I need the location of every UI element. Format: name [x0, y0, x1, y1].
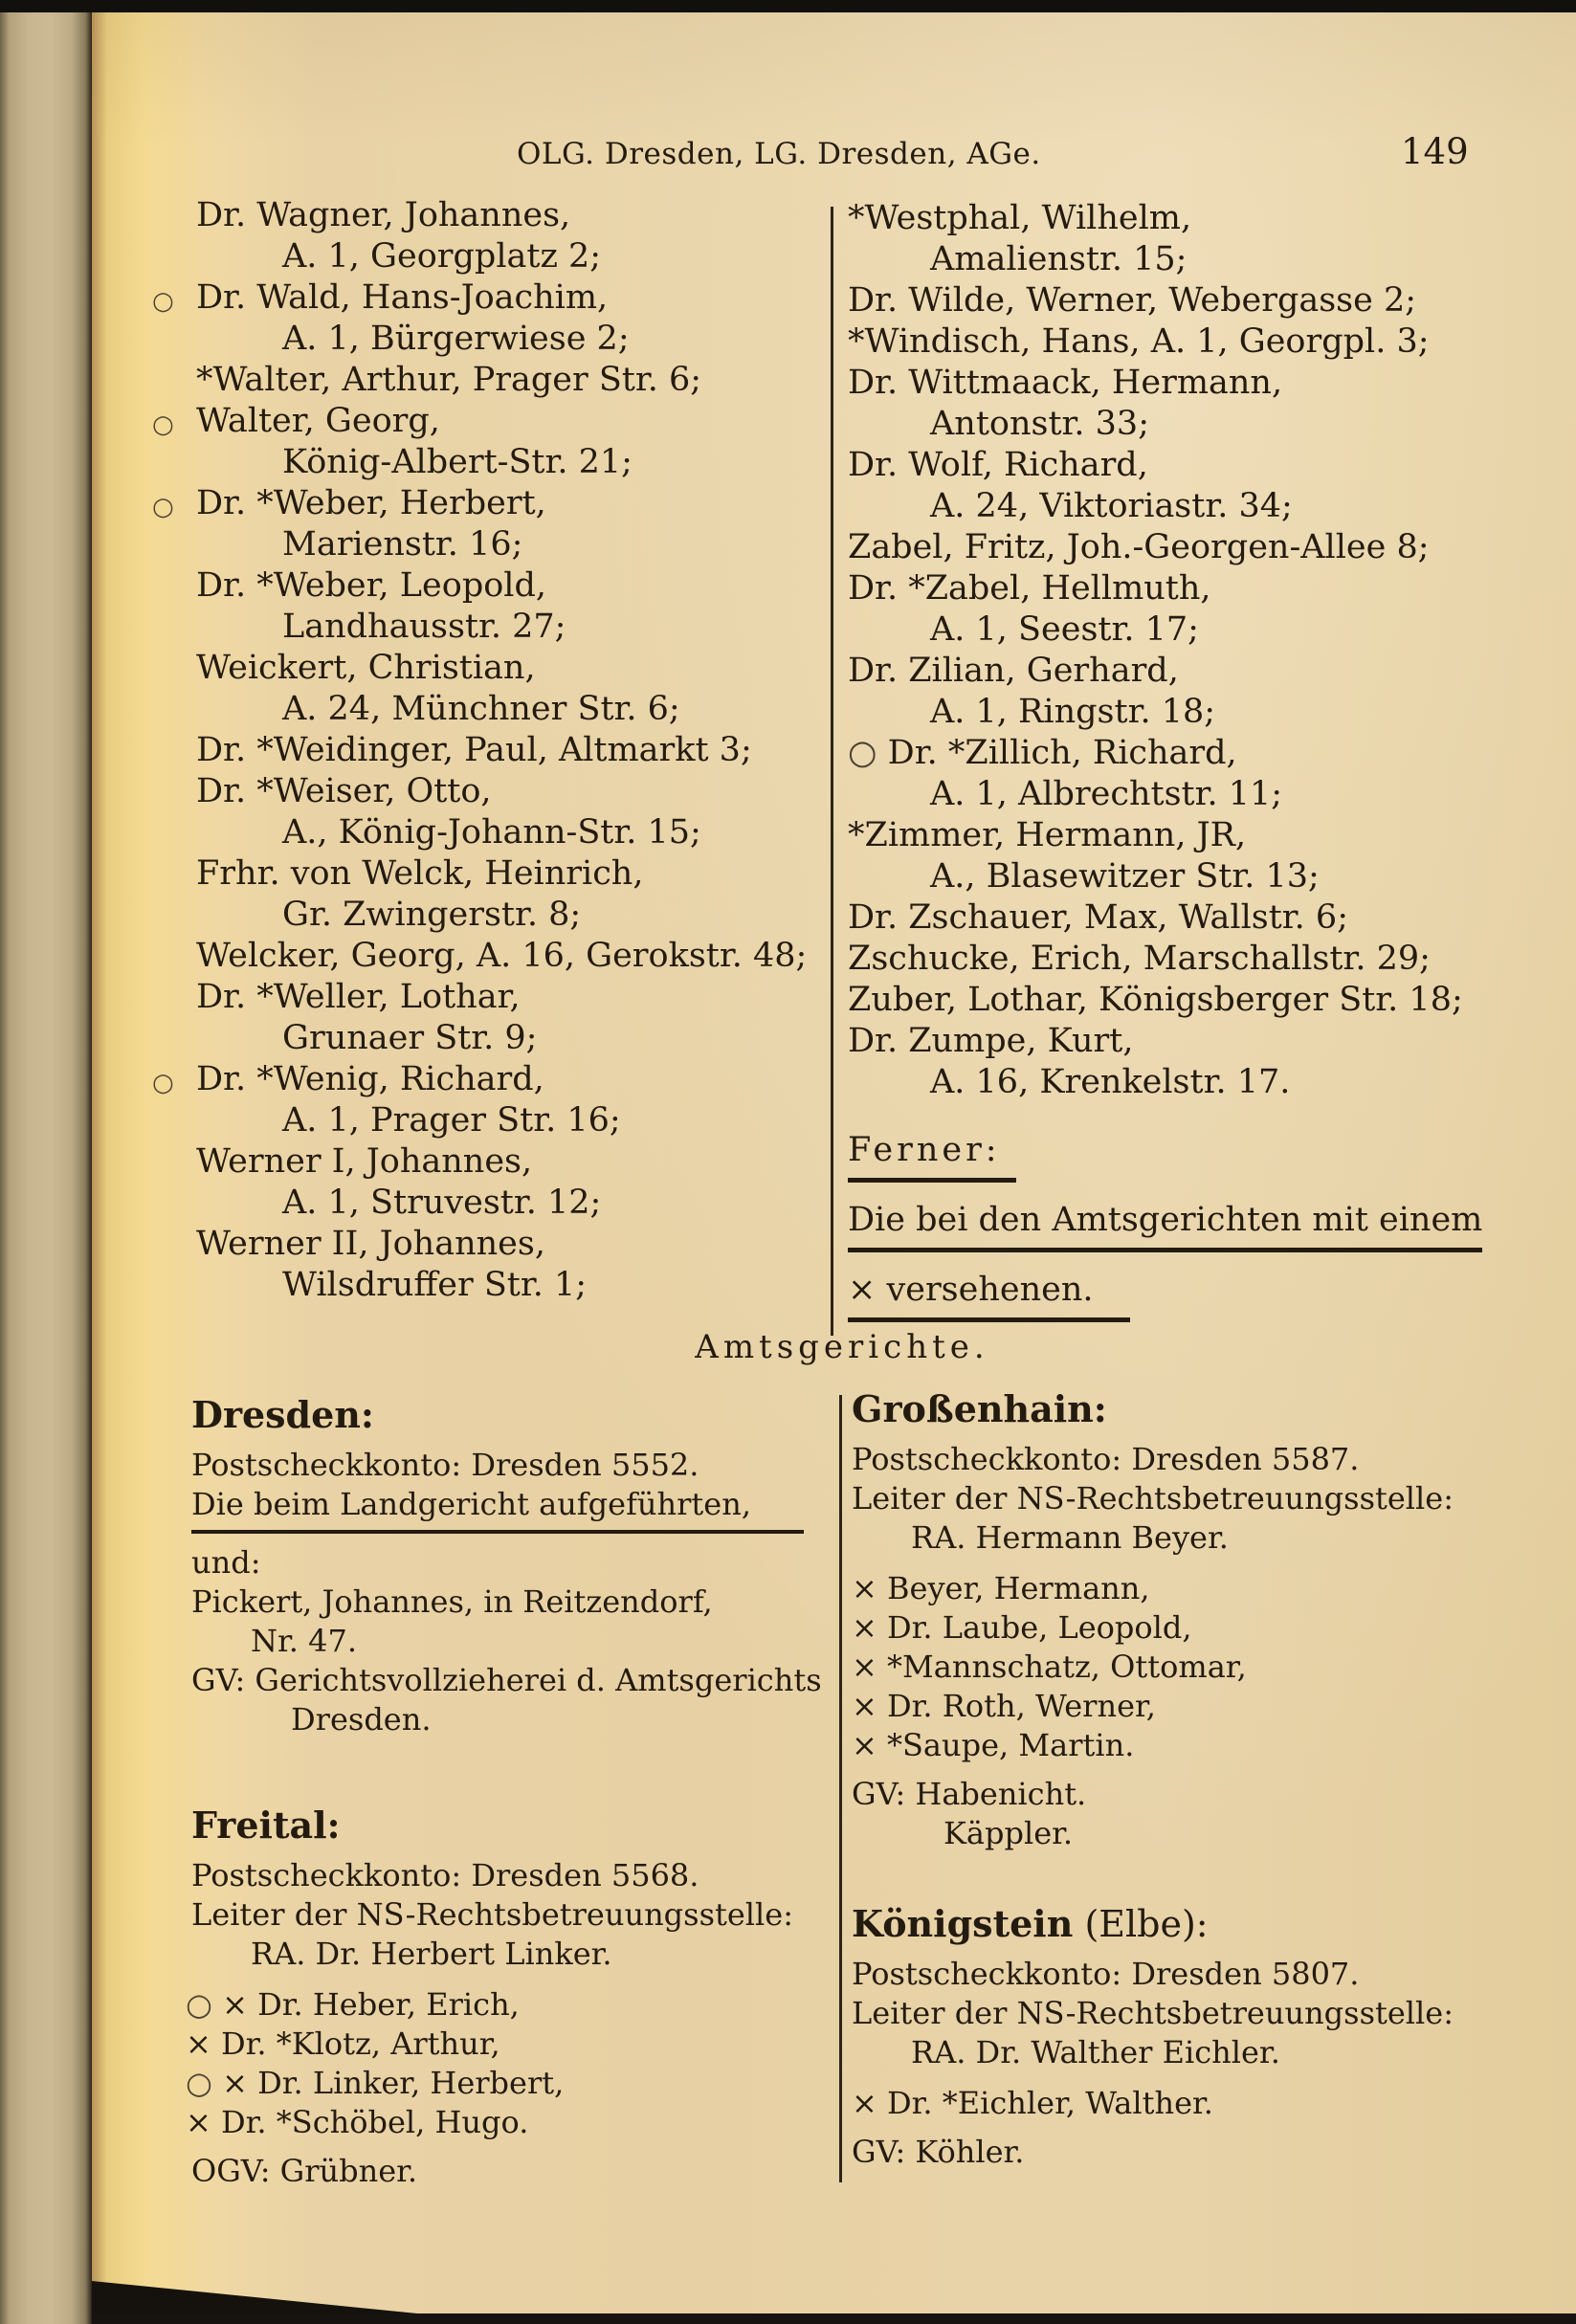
court-heading-grossenhain: Großenhain:	[852, 1387, 1107, 1430]
member-list	[186, 1985, 842, 2142]
lawyer-entry-line	[848, 651, 1575, 692]
lawyer-name-text: Dr. Wagner, Johannes,	[196, 196, 571, 234]
postscheckkonto-line: Postscheckkonto: Dresden 5587.	[852, 1441, 1360, 1477]
ring-marker-icon: ○	[848, 734, 888, 772]
member-list	[852, 2084, 1576, 2123]
leiter-line: Leiter der NS-Rechtsbetreuungsstelle:	[852, 1995, 1454, 2031]
member-row	[186, 2064, 842, 2103]
lawyer-name-text: Walter, Georg,	[196, 402, 440, 440]
lawyer-name-text: Dr. Zumpe, Kurt,	[848, 1022, 1134, 1060]
lawyer-name-text: Zabel, Fritz, Joh.-Georgen-Allee 8;	[848, 528, 1430, 566]
lawyer-entry	[196, 936, 847, 977]
lawyer-name-text: Frhr. von Welck, Heinrich,	[196, 854, 644, 893]
gv-line: GV: Habenicht.	[852, 1776, 1087, 1812]
member-row	[852, 1608, 1576, 1648]
lawyer-name-text: Dr. Wald, Hans-Joachim,	[196, 278, 609, 317]
court-heading-bold: Königstein	[852, 1902, 1074, 1945]
lawyer-name-text: Dr. *Wenig, Richard,	[196, 1060, 544, 1098]
lawyer-name-text: Welcker, Georg, A. 16, Gerokstr. 48;	[196, 937, 808, 975]
address-line: A. 24, Viktoriastr. 34;	[930, 487, 1293, 525]
amtsgerichte-right-column	[852, 1386, 1576, 2172]
member-row	[852, 1687, 1576, 1726]
ferner-heading: Ferner:	[848, 1130, 1016, 1183]
lawyer-entry	[848, 280, 1575, 321]
address-line: A. 1, Prager Str. 16;	[282, 1101, 621, 1140]
lawyer-entry-line	[196, 1224, 847, 1265]
lawyer-name-text: *Walter, Arthur, Prager Str. 6;	[196, 361, 702, 399]
address-line: Landhausstr. 27;	[282, 608, 566, 646]
book-gutter-edge	[0, 6, 92, 2324]
member-name-text: Dr. Heber, Erich,	[257, 1986, 520, 2023]
postscheckkonto-line: Postscheckkonto: Dresden 5807.	[852, 1956, 1360, 1992]
member-row	[852, 2084, 1576, 2123]
address-line: A. 16, Krenkelstr. 17.	[930, 1063, 1291, 1101]
lawyer-entry-line	[196, 936, 847, 977]
lawyer-name-text: Dr. *Weller, Lothar,	[196, 978, 521, 1016]
leiter-line: RA. Hermann Beyer.	[911, 1519, 1229, 1556]
und-line: und:	[191, 1544, 261, 1581]
lawyer-entry	[848, 897, 1575, 939]
member-row	[852, 1648, 1576, 1687]
x-marker-icon: ×	[852, 1649, 887, 1685]
gv-line: Käppler.	[943, 1815, 1074, 1851]
member-name-text: Dr. *Eichler, Walther.	[886, 2085, 1213, 2121]
x-marker-icon: ×	[222, 1986, 258, 2023]
member-row	[852, 1569, 1576, 1608]
ferner-line2: × versehenen.	[848, 1270, 1130, 1322]
lawyer-entry	[196, 771, 847, 853]
lawyer-entry	[196, 730, 847, 771]
member-name-text: Dr. Roth, Werner,	[886, 1688, 1156, 1724]
gv-line: Dresden.	[291, 1701, 432, 1737]
lawyer-entry	[848, 445, 1575, 527]
address-line: König-Albert-Str. 21;	[282, 443, 633, 481]
lawyer-entry	[848, 1021, 1575, 1103]
lawyer-name-text: Dr. *Weber, Herbert,	[196, 484, 546, 522]
member-list	[852, 1569, 1576, 1765]
address-line: A. 1, Albrechtstr. 11;	[930, 775, 1283, 813]
lawyer-entry	[152, 401, 847, 483]
lawyer-entry-line	[848, 280, 1575, 321]
court-heading-freital: Freital:	[191, 1804, 341, 1847]
address-line: A. 24, Münchner Str. 6;	[282, 690, 680, 728]
lawyer-entry	[848, 733, 1575, 815]
entry-line: Nr. 47.	[251, 1623, 358, 1659]
leiter-line: Leiter der NS-Rechtsbetreuungsstelle:	[191, 1896, 793, 1933]
lawyer-entry-line	[848, 321, 1575, 363]
leiter-line: RA. Dr. Herbert Linker.	[251, 1936, 612, 1972]
x-marker-icon: ×	[852, 2085, 887, 2121]
member-name-text: Dr. Linker, Herbert,	[257, 2065, 565, 2101]
lawyer-list-right-entries	[848, 198, 1575, 1103]
photo-top-edge	[0, 0, 1576, 12]
lawyer-entry-line	[848, 815, 1575, 856]
amtsgerichte-heading: Amtsgerichte.	[695, 1328, 989, 1366]
lawyer-entry-line	[196, 565, 847, 607]
lawyer-entry-line	[152, 1059, 847, 1100]
lawyer-entry	[848, 939, 1575, 980]
member-name-text: Beyer, Hermann,	[886, 1570, 1150, 1606]
address-line: Amalienstr. 15;	[930, 240, 1188, 278]
entry-line: Pickert, Johannes, in Reitzendorf,	[191, 1583, 713, 1620]
ring-marker-icon: ○	[152, 493, 174, 521]
lawyer-name-text: Weickert, Christian,	[196, 649, 536, 687]
lawyer-entry-line	[848, 897, 1575, 939]
address-line: A. 1, Bürgerwiese 2;	[282, 320, 630, 358]
ferner-note	[848, 1130, 1575, 1322]
lawyer-entry	[152, 277, 847, 360]
lawyer-entry	[196, 565, 847, 648]
address-line: A., Blasewitzer Str. 13;	[930, 857, 1320, 896]
lawyer-entry	[848, 321, 1575, 363]
lawyer-entry	[196, 1224, 847, 1306]
address-line: A. 1, Ringstr. 18;	[930, 693, 1216, 731]
address-line: A. 1, Georgplatz 2;	[282, 237, 602, 276]
lawyer-entry-line	[152, 483, 847, 524]
ring-marker-icon: ○	[186, 2065, 223, 2101]
member-row	[852, 1726, 1576, 1765]
lawyer-entry-line	[196, 853, 847, 895]
lawyer-name-text: Dr. *Zabel, Hellmuth,	[848, 569, 1211, 608]
lawyer-entry	[848, 815, 1575, 897]
lawyer-entry	[848, 980, 1575, 1021]
lawyer-entry	[196, 195, 847, 277]
lawyer-name-text: Zuber, Lothar, Königsberger Str. 18;	[848, 981, 1463, 1019]
underlined-note: Die beim Landgericht aufgeführten,	[191, 1485, 804, 1534]
page-number: 149	[1401, 131, 1469, 172]
member-name-text: Dr. *Klotz, Arthur,	[220, 2025, 500, 2062]
lawyer-entry	[152, 1059, 847, 1141]
gv-line: GV: Gerichtsvollzieherei d. Amtsgerichts	[191, 1662, 822, 1698]
lawyer-entry	[848, 527, 1575, 568]
lawyer-name-text: Dr. Wilde, Werner, Webergasse 2;	[848, 281, 1417, 320]
amtsgerichte-left-column	[186, 1392, 842, 2191]
lawyer-name-text: Werner II, Johannes,	[196, 1225, 545, 1263]
lawyer-entry-line	[152, 401, 847, 442]
court-heading-dresden: Dresden:	[191, 1393, 374, 1436]
lawyer-entry-line	[196, 730, 847, 771]
lawyer-entry-line	[848, 527, 1575, 568]
lawyer-entry	[848, 363, 1575, 445]
ferner-line1: Die bei den Amtsgerichten mit einem	[848, 1200, 1482, 1252]
page	[92, 11, 1576, 2313]
lawyer-name-text: Dr. Zschauer, Max, Wallstr. 6;	[848, 898, 1348, 937]
court-heading-rest: (Elbe):	[1073, 1903, 1209, 1945]
gv-line: OGV: Grübner.	[191, 2153, 418, 2189]
member-name-text: Dr. Laube, Leopold,	[886, 1609, 1192, 1646]
postscheckkonto-line: Postscheckkonto: Dresden 5552.	[191, 1447, 699, 1483]
address-line: Wilsdruffer Str. 1;	[282, 1266, 588, 1304]
lawyer-list-right-column	[848, 198, 1575, 1339]
lawyer-entry-line	[196, 771, 847, 812]
address-line: A. 1, Seestr. 17;	[930, 610, 1199, 649]
lawyer-entry-line	[196, 195, 847, 236]
lawyer-entry-line	[848, 939, 1575, 980]
lawyer-entry-line	[848, 1021, 1575, 1062]
lawyer-entry-line	[848, 733, 1575, 774]
x-marker-icon: ×	[852, 1727, 887, 1763]
leiter-line: RA. Dr. Walther Eichler.	[911, 2034, 1280, 2070]
lawyer-entry	[196, 648, 847, 730]
address-line: Antonstr. 33;	[930, 405, 1149, 443]
lawyer-entry-line	[152, 277, 847, 319]
lawyer-entry-line	[848, 568, 1575, 609]
member-name-text: Dr. *Schöbel, Hugo.	[220, 2104, 529, 2140]
lawyer-name-text: Dr. *Weiser, Otto,	[196, 772, 492, 810]
lawyer-name-text: Dr. *Weber, Leopold,	[196, 566, 547, 605]
x-marker-icon: ×	[852, 1570, 887, 1606]
address-line: Gr. Zwingerstr. 8;	[282, 896, 582, 934]
ring-marker-icon: ○	[186, 1986, 223, 2023]
lawyer-entry-line	[196, 360, 847, 401]
lawyer-entry	[196, 977, 847, 1059]
gv-line: GV: Köhler.	[852, 2134, 1025, 2170]
lawyer-entry-line	[848, 198, 1575, 239]
lawyer-name-text: Dr. Zilian, Gerhard,	[848, 652, 1179, 690]
member-row	[186, 2025, 842, 2064]
lawyer-entry	[196, 360, 847, 401]
address-line: Marienstr. 16;	[282, 525, 523, 564]
address-line: Grunaer Str. 9;	[282, 1019, 538, 1057]
lawyer-entry-line	[196, 977, 847, 1018]
court-heading-koenigstein	[852, 1901, 1576, 1947]
lawyer-entry-line	[848, 363, 1575, 404]
lawyer-name-text: Zschucke, Erich, Marschallstr. 29;	[848, 940, 1431, 978]
ring-marker-icon: ○	[152, 287, 174, 316]
lawyer-name-text: *Windisch, Hans, A. 1, Georgpl. 3;	[848, 322, 1430, 361]
x-marker-icon: ×	[186, 2025, 221, 2062]
member-row	[186, 1985, 842, 2025]
lawyer-name-text: Dr. *Weidinger, Paul, Altmarkt 3;	[196, 731, 752, 769]
lawyer-entry	[152, 483, 847, 565]
lawyer-entry	[848, 198, 1575, 280]
lawyer-name-text: *Westphal, Wilhelm,	[848, 199, 1192, 237]
address-line: A., König-Johann-Str. 15;	[282, 813, 701, 852]
ring-marker-icon: ○	[152, 410, 174, 439]
lawyer-name-text: Werner I, Johannes,	[196, 1142, 533, 1181]
x-marker-icon: ×	[222, 2065, 258, 2101]
leiter-line: Leiter der NS-Rechtsbetreuungsstelle:	[852, 1480, 1454, 1516]
lawyer-entry-line	[848, 980, 1575, 1021]
lawyer-entry	[848, 651, 1575, 733]
lawyer-name-text: *Zimmer, Hermann, JR,	[848, 816, 1247, 854]
lawyer-entry-line	[848, 445, 1575, 486]
lawyer-entry	[848, 568, 1575, 651]
member-name-text: *Mannschatz, Ottomar,	[886, 1649, 1247, 1685]
ring-marker-icon: ○	[152, 1069, 174, 1097]
lawyer-name-text: Dr. Wittmaack, Hermann,	[848, 364, 1283, 402]
address-line: A. 1, Struvestr. 12;	[282, 1184, 602, 1222]
page-corner-shadow	[92, 2281, 417, 2313]
x-marker-icon: ×	[852, 1688, 887, 1724]
lawyer-entry-line	[196, 648, 847, 689]
x-marker-icon: ×	[852, 1609, 887, 1646]
running-header: OLG. Dresden, LG. Dresden, AGe.	[517, 137, 1041, 171]
lawyer-name-text: Dr. Wolf, Richard,	[848, 446, 1148, 484]
lawyer-name-text: Dr. *Zillich, Richard,	[887, 734, 1237, 772]
x-marker-icon: ×	[186, 2104, 221, 2140]
member-name-text: *Saupe, Martin.	[886, 1727, 1135, 1763]
lawyer-entry-line	[196, 1141, 847, 1183]
postscheckkonto-line: Postscheckkonto: Dresden 5568.	[191, 1857, 699, 1893]
member-row	[186, 2103, 842, 2142]
lawyer-entry	[196, 1141, 847, 1224]
lawyer-entry	[196, 853, 847, 936]
lawyer-list-left-column	[152, 195, 847, 1306]
